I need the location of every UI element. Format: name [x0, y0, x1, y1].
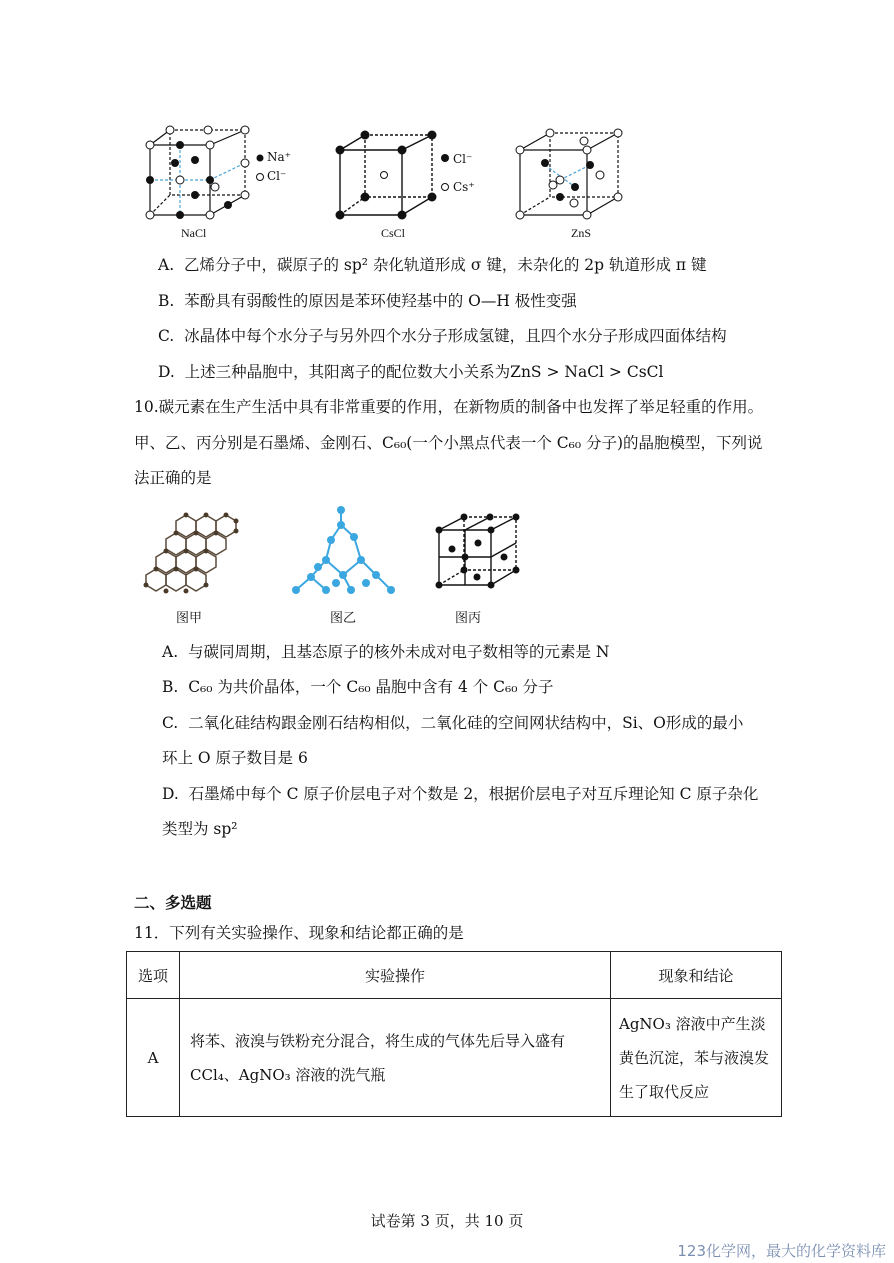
q10-stem-line3: 法正确的是 [134, 469, 212, 487]
header-result: 现象和结论 [611, 952, 782, 999]
q9-option-a: A. 乙烯分子中，碳原子的 sp² 杂化轨道形成 σ 键，未杂化的 2p 轨道形成 π 键 [158, 256, 707, 274]
q10-option-c: C. 二氧化硅结构跟金刚石结构相似，二氧化硅的空间网状结构中，Si、O形成的最小 [162, 714, 744, 732]
zns-ions [516, 129, 622, 219]
nacl-legend-open: Cl⁻ [267, 169, 287, 183]
q10-option-b: B. C₆₀ 为共价晶体，一个 C₆₀ 晶胞中含有 4 个 C₆₀ 分子 [162, 678, 554, 696]
fig-yi-caption: 图乙 [330, 611, 357, 626]
zns-caption: ZnS [571, 226, 592, 240]
q11-table [126, 951, 782, 1117]
graphene-figure [146, 515, 236, 591]
crystal-figures-top [140, 125, 660, 225]
q10-stem-line1: 10.碳元素在生产生活中具有非常重要的作用，在新物质的制备中也发挥了举足轻重的作用。 [134, 398, 764, 416]
cscl-legend-filled: Cl⁻ [453, 152, 473, 166]
cscl-legend-open: Cs⁺ [453, 180, 475, 194]
row-result: AgNO₃ 溶液中产生淡黄色沉淀，苯与液溴发生了取代反应 [611, 999, 782, 1117]
legend-filled-dot [257, 155, 264, 162]
page-footer: 试卷第 3 页，共 10 页 [370, 1212, 524, 1230]
header-operation: 实验操作 [180, 952, 611, 999]
cscl-legend-filled-dot [441, 154, 449, 162]
row-operation: 将苯、液溴与铁粉充分混合，将生成的气体先后导入盛有 CCl₄、AgNO₃ 溶液的洗气瓶 [180, 999, 611, 1117]
q10-option-d-cont: 类型为 sp² [162, 820, 238, 838]
nacl-caption: NaCl [181, 226, 207, 240]
table-header-row [127, 952, 782, 999]
row-option: A [127, 999, 180, 1117]
watermark: 123化学网，最大的化学资料库 [677, 1242, 886, 1260]
fig-jia-caption: 图甲 [176, 611, 203, 626]
section-title: 二、多选题 [134, 894, 212, 912]
fig-bing-caption: 图丙 [455, 611, 482, 626]
table-row [127, 999, 782, 1117]
q10-figures [136, 505, 536, 605]
q9-option-d: D. 上述三种晶胞中，其阳离子的配位数大小关系为ZnS > NaCl > CsCl [158, 363, 664, 381]
q9-option-b: B. 苯酚具有弱酸性的原因是苯环使羟基中的 O—H 极性变强 [158, 292, 577, 310]
header-option: 选项 [127, 952, 180, 999]
q10-option-a: A. 与碳同周期，且基态原子的核外未成对电子数相等的元素是 N [162, 643, 610, 661]
legend-open-dot [257, 174, 264, 181]
graphene-atoms [144, 513, 239, 594]
nacl-ions [146, 126, 249, 219]
q9-option-c: C. 冰晶体中每个水分子与另外四个水分子形成氢键，且四个水分子形成四面体结构 [158, 327, 727, 345]
cscl-caption: CsCl [381, 226, 406, 240]
q11-stem: 11．下列有关实验操作、现象和结论都正确的是 [134, 924, 464, 942]
cscl-legend-open-dot [442, 184, 449, 191]
q10-stem-line2: 甲、乙、丙分别是石墨烯、金刚石、C₆₀(一个小黑点代表一个 C₆₀ 分子)的晶胞模型，下列说 [134, 434, 763, 452]
nacl-legend-filled: Na⁺ [267, 150, 291, 164]
q10-option-d: D. 石墨烯中每个 C 原子价层电子对个数是 2，根据价层电子对互斥理论知 C 原子杂化 [162, 785, 759, 803]
q10-option-c-cont: 环上 O 原子数目是 6 [162, 749, 308, 767]
